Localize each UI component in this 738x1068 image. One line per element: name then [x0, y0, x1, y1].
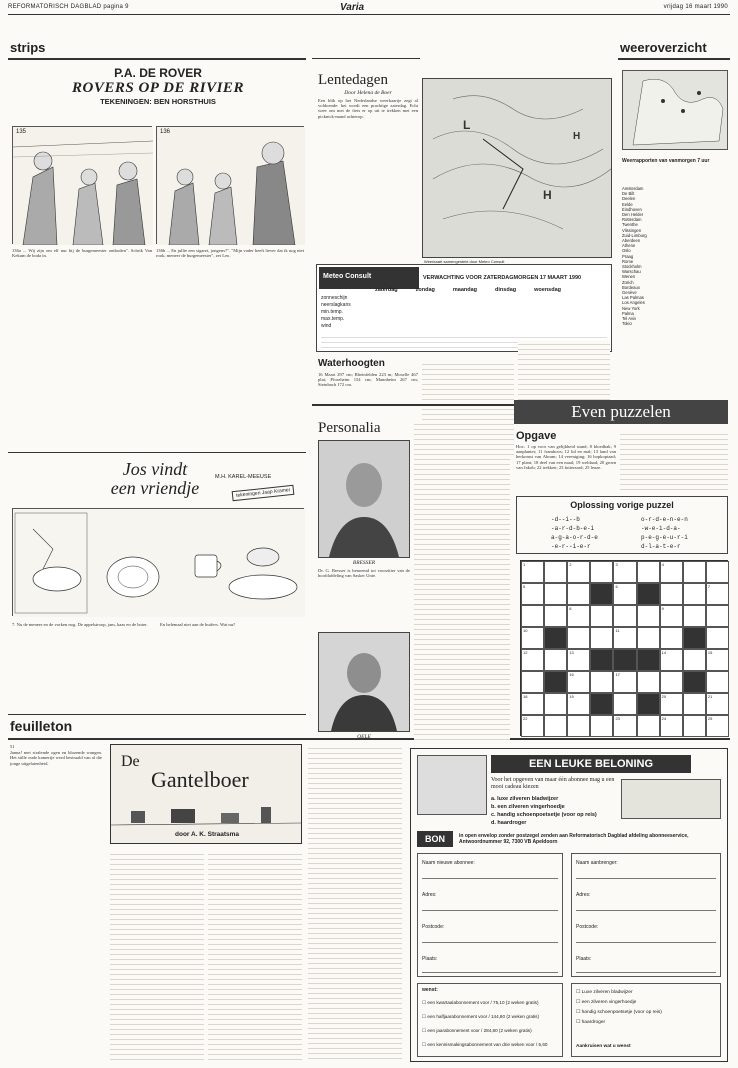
crossword-cell[interactable] — [613, 627, 636, 649]
gift-option: d. haardroger — [491, 820, 527, 826]
crossword-cell[interactable] — [544, 715, 567, 737]
field-label: Adres: — [576, 892, 591, 898]
form-field-line[interactable] — [422, 910, 558, 911]
jos-title-line1: Jos vindt — [122, 459, 188, 479]
field-label: Plaats: — [576, 956, 592, 962]
strips-section-title: strips — [10, 40, 46, 55]
forecast-day: zaterdag — [375, 287, 398, 293]
gift-checkbox[interactable]: ☐ een zilveren vingerhoedje — [576, 1000, 637, 1005]
crossword-cell[interactable] — [706, 583, 729, 605]
city-row: Genève — [622, 290, 637, 296]
beloning-box — [410, 748, 728, 1062]
weeroverzicht-subtitle: Weerrapporten van vanmorgen 7 uur — [622, 158, 710, 164]
subscription-options — [417, 983, 563, 1057]
crossword-cell[interactable] — [637, 605, 660, 627]
forecast-labels — [321, 295, 351, 330]
feuilleton-author: door A. K. Straatsma — [175, 831, 240, 838]
crossword-cell[interactable] — [683, 649, 706, 671]
bon-form-left — [417, 853, 563, 977]
feuilleton-illustration — [111, 799, 301, 833]
crossword-cell[interactable] — [544, 583, 567, 605]
city-row: Rotterdam — [622, 217, 642, 223]
solution-line: -e-r--i-e-r — [551, 543, 591, 550]
city-row: Zuid-Limburg — [622, 232, 647, 238]
solution-line: p-e-g-e-u-r-i — [641, 534, 688, 541]
forecast-legend: Meteo Consult — [319, 267, 419, 289]
gift-checkboxes — [571, 983, 721, 1057]
crossword-number: 21 — [707, 694, 713, 699]
crossword-number: 12 — [523, 650, 528, 655]
crossword-cell[interactable] — [567, 715, 590, 737]
strip-title-block — [58, 66, 258, 118]
crossword-cell[interactable] — [613, 561, 636, 583]
opgave-text: Hor.: 1 op voor van gelijkheid stand; 8 bloedbak; 9 aanplanter; 11 framboos; 12 lid en mal; 13 land van herkomst van Abram; 14 vereniging; 16 hopkoptaad; 17 plant; 18 deel van een maal; 19 weldaad; 20 groen van Jakob; 22 trekken; 23 fuiteraard; 25 leuze. — [516, 444, 616, 470]
oplossing-right — [641, 515, 688, 551]
city-row: Tokio — [622, 321, 632, 327]
city-row: Vlissingen — [622, 227, 642, 233]
crossword-black-cell — [683, 671, 706, 693]
crossword-cell[interactable] — [706, 627, 729, 649]
subscription-option[interactable]: ☐ een jaarabonnement voor / 284,80 (2 weken gratis) — [422, 1028, 532, 1033]
crossword-number: 22 — [523, 716, 528, 721]
crossword-number: 2 — [569, 562, 572, 567]
crossword-number: 19 — [569, 694, 574, 699]
crossword-cell[interactable] — [521, 605, 544, 627]
beloning-options — [491, 795, 597, 827]
crossword-cell[interactable] — [590, 605, 613, 627]
crossword-cell[interactable] — [567, 583, 590, 605]
lentedagen-text-content: Een blik op het Nederlandse weerkaartje zegt al voldoende: het wordt een prachtige zaterdag. Echt weer om met de fiets er op uit te trekken met een picknick-mand achterop. — [318, 98, 418, 119]
aankruisen-note: Aankruisen wat u wenst — [576, 1044, 631, 1049]
jos-text-right — [160, 622, 304, 682]
crossword-cell[interactable] — [521, 693, 544, 715]
crossword-number: 9 — [661, 606, 664, 611]
crossword-number: 5 — [523, 584, 526, 589]
forecast-label: min.temp. — [321, 309, 343, 315]
crossword-black-cell — [637, 649, 660, 671]
panel-number-135: 135 — [16, 129, 27, 135]
city-row: Aberdeen — [622, 238, 641, 244]
city-row: Eindhoven — [622, 206, 642, 212]
gift-checkbox-label: een zilveren vingerhoedje — [581, 1000, 637, 1005]
forecast-label: max.temp. — [321, 316, 345, 322]
crossword-cell[interactable] — [660, 715, 683, 737]
field-label: Plaats: — [422, 956, 438, 962]
crossword-cell[interactable] — [567, 605, 590, 627]
field-label: Adres: — [422, 892, 437, 898]
forecast-box — [316, 264, 612, 352]
city-row: Twenthe — [622, 222, 638, 228]
field-label: Postcode: — [576, 924, 599, 930]
city-row: Praag — [622, 253, 634, 259]
wenst-label: wenst: — [422, 987, 438, 993]
gift-checkbox[interactable]: ☐ haardroger — [576, 1020, 606, 1025]
subscription-option-label: een jaarabonnement voor / 284,80 (2 weken gratis) — [427, 1028, 532, 1033]
header-center: Varia — [340, 2, 365, 13]
bon-label: BON — [417, 831, 453, 847]
oplossing-title: Oplossing vorige puzzel — [570, 500, 674, 510]
strip-caption-135 — [12, 248, 152, 448]
city-row: Eelde — [622, 201, 633, 207]
crossword-cell[interactable] — [660, 561, 683, 583]
gift-checkbox-label: haardroger — [581, 1020, 606, 1025]
crossword-cell[interactable] — [521, 715, 544, 737]
svg-text:L: L — [463, 118, 471, 132]
panel-number-136: 136 — [160, 129, 171, 135]
feuilleton-title-block — [110, 744, 302, 844]
crossword-cell[interactable] — [544, 561, 567, 583]
crossword-number: 10 — [523, 628, 528, 633]
lentedagen-text — [318, 98, 418, 258]
form-field-line[interactable] — [422, 942, 558, 943]
strip-title: ROVERS OP DE RIVIER — [72, 80, 244, 96]
opgave-title: Opgave — [516, 430, 557, 442]
forecast-title: VERWACHTING VOOR ZATERDAGMORGEN 17 MAART 1990 — [423, 275, 582, 281]
subscription-option-label: een kwartaalabonnement voor / 75,10 (2 weken gratis) — [427, 1000, 539, 1005]
crossword-cell[interactable] — [637, 715, 660, 737]
crossword-number: 25 — [707, 716, 713, 721]
jos-stamp: tekeningen Jaap Kramer — [232, 485, 295, 501]
crossword-cell[interactable] — [567, 561, 590, 583]
subscription-list — [422, 996, 547, 1052]
crossword-cell[interactable] — [660, 693, 683, 715]
forecast-day: maandag — [452, 287, 478, 293]
oele-caption: OELE — [357, 734, 371, 740]
oplossing-left — [551, 515, 598, 551]
city-row: New York — [622, 305, 640, 311]
subscription-option[interactable]: ☐ een kennismakingsabonnement van drie weken voor / 5,60 — [422, 1042, 548, 1047]
city-row: Los Angeles — [622, 300, 645, 306]
field-label: Postcode: — [422, 924, 445, 930]
strip-author: P.A. DE ROVER — [114, 66, 202, 80]
crossword-cell[interactable] — [613, 715, 636, 737]
crossword-number: 3 — [615, 562, 618, 567]
crossword-cell[interactable] — [660, 671, 683, 693]
crossword-black-cell — [613, 649, 636, 671]
feuilleton-section-title: feuilleton — [10, 718, 73, 734]
crossword-cell[interactable] — [521, 627, 544, 649]
feuilleton-text-col4 — [308, 744, 402, 1062]
crossword-number: 15 — [707, 650, 713, 655]
gift-checkbox-label: Luxe zilveren bladwijzer — [581, 990, 633, 995]
crossword-number: 14 — [661, 650, 667, 655]
crossword-number: 4 — [661, 562, 664, 567]
crossword-cell[interactable] — [590, 671, 613, 693]
feuilleton-text-col1 — [10, 744, 102, 1062]
strip-panel-136 — [156, 126, 304, 244]
jos-illustration — [12, 508, 304, 616]
subscription-option-label: een kennismakingsabonnement van drie weken voor / 5,60 — [427, 1042, 548, 1047]
crossword-cell[interactable] — [637, 627, 660, 649]
waterhoogten-text-content: 16 Maart 297 cm; Rheinfelden 223 m; Moselle 467 plat; Pforzheim 154 cm; Mannheim 267 cm; Steinbach 172 cm. — [318, 372, 418, 388]
forecast-label: zonneschijn — [321, 295, 348, 301]
crossword-black-cell — [590, 649, 613, 671]
crossword-cell[interactable] — [683, 605, 706, 627]
crossword-black-cell — [590, 583, 613, 605]
crossword-cell[interactable] — [590, 715, 613, 737]
crossword-number: 13 — [569, 650, 574, 655]
forecast-day: dinsdag — [495, 287, 517, 293]
solution-line: -d--i--b — [551, 516, 580, 523]
crossword-black-cell — [683, 627, 706, 649]
beloning-title: EEN LEUKE BELONING — [491, 755, 691, 773]
city-row: De Bilt — [622, 191, 635, 197]
personalia-title: Personalia — [318, 420, 381, 436]
city-row: Rome — [622, 258, 634, 264]
crossword-cell[interactable] — [567, 693, 590, 715]
lentedagen-byline: Door Helena de Boer — [344, 90, 392, 96]
gift-illustration-right — [621, 779, 721, 819]
forecast-day: zondag — [415, 287, 435, 293]
crossword-cell[interactable] — [613, 583, 636, 605]
crossword-cell[interactable] — [637, 561, 660, 583]
city-row: Palma — [622, 310, 634, 316]
crossword-number: 6 — [615, 584, 618, 589]
gift-checkbox-list — [576, 988, 662, 1028]
crossword-black-cell — [590, 693, 613, 715]
gift-checkbox[interactable]: ☐ handig schoenpoetsetje (voor op reis) — [576, 1010, 662, 1015]
gift-option: b. een zilveren vingerhoedje — [491, 804, 565, 810]
city-row: Zürich — [622, 279, 634, 285]
forecast-label: wind — [321, 323, 332, 329]
crossword-cell[interactable] — [660, 605, 683, 627]
crossword-cell[interactable] — [706, 605, 729, 627]
crossword-cell[interactable] — [544, 693, 567, 715]
oplossing-box — [516, 496, 728, 554]
feuilleton-text-col2 — [110, 850, 204, 1062]
weeroverzicht-title: weeroverzicht — [620, 40, 707, 55]
crossword-number: 16 — [569, 672, 574, 677]
weather-note — [518, 340, 610, 400]
crossword-cell[interactable] — [613, 671, 636, 693]
feuilleton-text-col3 — [208, 850, 302, 1062]
bon-form-right — [571, 853, 721, 977]
beloning-intro: Voor het opgeven van maar één abonnee mag u een mooi cadeau kiezen — [491, 777, 615, 790]
crossword-cell[interactable] — [706, 561, 729, 583]
crossword-number: 11 — [615, 628, 620, 633]
jos-title-line2: een vriendje — [110, 478, 200, 498]
crossword-black-cell — [544, 671, 567, 693]
crossword-cell[interactable] — [590, 627, 613, 649]
solution-line: a-g-a-o-r-d-e — [551, 534, 598, 541]
crossword-cell[interactable] — [544, 649, 567, 671]
waterhoogten-title: Waterhoogten — [318, 358, 385, 369]
crossword-number: 7 — [707, 584, 711, 589]
city-row: Oslo — [622, 248, 631, 254]
crossword-cell[interactable] — [521, 649, 544, 671]
city-row: Deelen — [622, 196, 636, 202]
crossword-cell[interactable] — [683, 715, 706, 737]
crossword-number: 23 — [615, 716, 620, 721]
strip-caption-135-text: 136a ... Wij zijn om elf uur bij de burgemeester ontboden". Schrik Van Kekum de boda in. — [12, 248, 152, 259]
strip-panel-135 — [12, 126, 152, 244]
crossword-number: 17 — [615, 672, 620, 677]
crossword-black-cell — [637, 693, 660, 715]
field-label: Naam aanbrenger: — [576, 860, 618, 866]
opgave-text-col2 — [620, 430, 728, 494]
crossword-cell[interactable] — [706, 693, 729, 715]
gift-option: c. handig schoenpoetsetje (voor op reis) — [491, 812, 597, 818]
city-row: Wenen — [622, 274, 636, 280]
jos-text-left — [12, 622, 152, 682]
forecast-days — [375, 287, 561, 293]
gift-checkbox-label: handig schoenpoetsetje (voor op reis) — [581, 1010, 662, 1015]
city-row: Warschau — [622, 269, 641, 275]
crossword-cell[interactable] — [613, 605, 636, 627]
subscription-option[interactable]: ☐ een halfjaarabonnement voor / 144,60 (2 weken gratis) — [422, 1014, 540, 1019]
svg-text:H: H — [573, 131, 581, 142]
crossword-cell[interactable] — [567, 671, 590, 693]
oele-photo — [318, 632, 410, 732]
bresser-photo — [318, 440, 410, 558]
crossword-black-cell — [637, 583, 660, 605]
forecast-day: woensdag — [534, 287, 562, 293]
form-field-line[interactable] — [422, 972, 558, 973]
crossword-number: 8 — [569, 606, 572, 611]
crossword-number: 18 — [523, 694, 528, 699]
lentedagen-title: Lentedagen — [318, 72, 388, 88]
weeroverzicht-table — [622, 186, 728, 326]
strip-caption-136-text: 136b ... En jullie een sigaret, jongens?". "Mijn vader heeft liever dat ik nog niet rook, meneer de burgemeester", zei Leo. — [156, 248, 304, 259]
solution-line: o-r-d-e-n-e-n — [641, 516, 688, 523]
crossword-cell[interactable] — [706, 715, 729, 737]
crossword-cell[interactable] — [706, 671, 729, 693]
gift-option: a. luxe zilveren bladwijzer — [491, 796, 559, 802]
crossword-cell[interactable] — [683, 583, 706, 605]
crossword-cell[interactable] — [660, 583, 683, 605]
europe-map — [622, 70, 728, 150]
feuilleton-text: Janna! met stralende ogen en blozende wangen. Het stille oude kamertje werd bestraald van al die jonge uitgelatenheid. — [10, 750, 102, 766]
city-row: Stockholm — [622, 264, 642, 270]
crossword-cell[interactable] — [613, 693, 636, 715]
bon-text: in open envelop zonder postzegel zenden aan Reformatorisch Dagblad afdeling abonneeservice, Antwoordnummer 92, 7300 VB Apeldoorn — [459, 833, 689, 845]
form-field-line[interactable] — [422, 878, 558, 879]
feuilleton-chapter: 51 — [10, 744, 15, 749]
puzzel-banner: Even puzzelen — [514, 400, 728, 424]
bresser-caption: BRESSER — [352, 560, 376, 566]
form-field-line[interactable] — [576, 878, 716, 879]
crossword-black-cell — [544, 627, 567, 649]
jos-author: M.H. KAREL-MEEUSE — [215, 474, 272, 480]
forecast-label: neerslagkans — [321, 302, 351, 308]
city-row: Den Helder — [622, 212, 644, 218]
city-row: Las Palmas — [622, 295, 644, 301]
jos-text-right-content: En helemaal niet aan de huifers. Wat nu? — [160, 622, 236, 627]
crossword-cell[interactable] — [521, 583, 544, 605]
crossword-cell[interactable] — [544, 605, 567, 627]
jos-text-left-content: 7. Nu de meneer en de vorken nog. De appelstroop, jam, kaas en de boter. — [12, 622, 148, 627]
feuilleton-title: Gantelboer — [151, 767, 249, 792]
form-field-line[interactable] — [576, 910, 716, 911]
jos-title — [90, 460, 220, 498]
solution-line: -w-e-i-d-a- — [641, 525, 681, 532]
personalia-text-content: Dr. G. Bresser is benoemd tot voorzitter van de hoofdafdeling van Sasker Unie. — [318, 568, 410, 579]
city-row: Athene — [622, 243, 636, 249]
weather-map-source: Weerkaart samengesteld door Meteo Consult — [424, 259, 505, 264]
strip-caption-136 — [156, 248, 304, 448]
crossword-cell[interactable] — [567, 627, 590, 649]
weather-map — [422, 78, 612, 258]
header-right: vrijdag 16 maart 1990 — [663, 4, 728, 10]
personalia-text-col2 — [414, 420, 510, 740]
field-label: Naam nieuwe abonnee: — [422, 860, 475, 866]
crossword-cell[interactable] — [660, 627, 683, 649]
crossword-number: 1 — [523, 562, 526, 567]
city-row: Bordeaux — [622, 284, 640, 290]
subscription-option-label: een halfjaarabonnement voor / 144,60 (2 weken gratis) — [427, 1014, 540, 1019]
crossword-cell[interactable] — [683, 561, 706, 583]
city-row: Amsterdam — [622, 186, 644, 191]
crossword-cell[interactable] — [660, 649, 683, 671]
feuilleton-title-the: De — [121, 753, 140, 770]
form-field-line[interactable] — [576, 942, 716, 943]
crossword-cell[interactable] — [567, 649, 590, 671]
gift-illustration-left — [417, 755, 487, 815]
gift-checkbox[interactable]: ☐ Luxe zilveren bladwijzer — [576, 990, 633, 995]
solution-line: d-l-a-t-e-r — [641, 543, 681, 550]
subscription-option[interactable]: ☐ een kwartaalabonnement voor / 75,10 (2 weken gratis) — [422, 1000, 539, 1005]
crossword-grid — [520, 560, 728, 736]
crossword-cell[interactable] — [706, 649, 729, 671]
crossword-cell[interactable] — [521, 561, 544, 583]
crossword-number: 24 — [661, 716, 667, 721]
crossword-cell[interactable] — [637, 671, 660, 693]
crossword-cell[interactable] — [683, 693, 706, 715]
crossword-cell[interactable] — [590, 561, 613, 583]
header-left: REFORMATORISCH DAGBLAD pagina 9 — [8, 4, 129, 10]
solution-line: -a-r-d-b-e-i — [551, 525, 595, 532]
svg-text:H: H — [543, 188, 552, 202]
crossword-cell[interactable] — [521, 671, 544, 693]
form-field-line[interactable] — [576, 972, 716, 973]
crossword-number: 20 — [661, 694, 667, 699]
strip-byline: TEKENINGEN: BEN HORSTHUIS — [100, 97, 216, 106]
city-row: Tel Aviv — [622, 316, 637, 322]
